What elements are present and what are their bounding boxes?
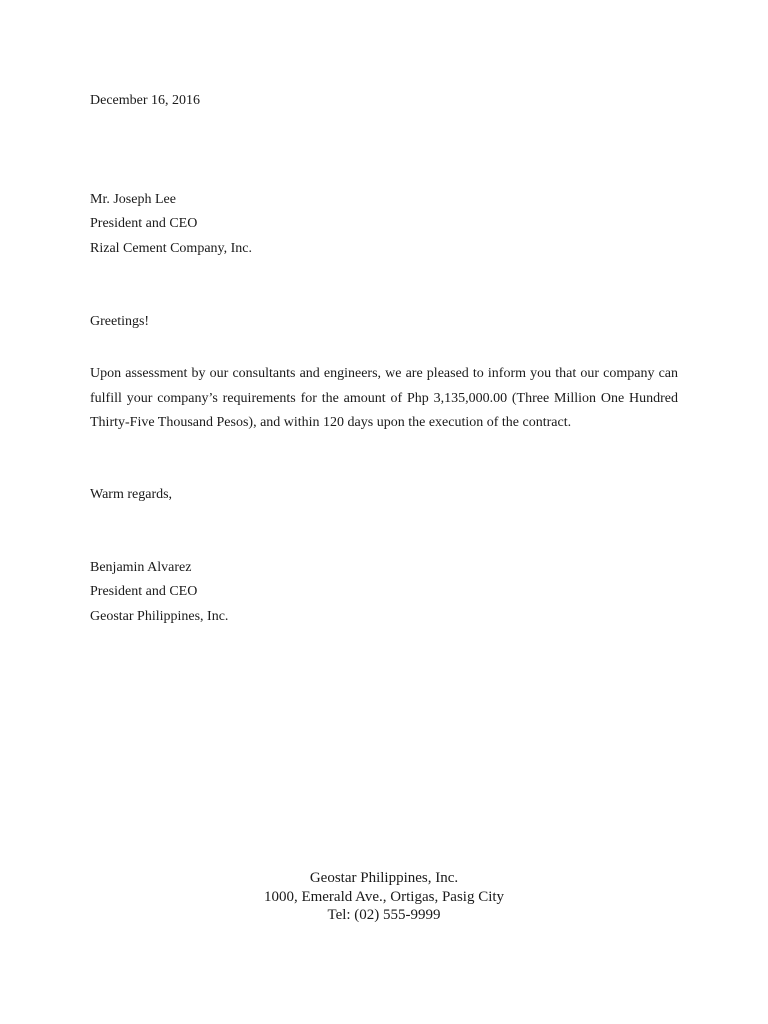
sender-title: President and CEO [90, 584, 198, 599]
footer-tel: Tel: (02) 555-9999 [327, 907, 441, 923]
body-line: fulfill your company’s requirements for the amount of Php 3,135,000.00 (Three Million One Hundred [90, 390, 678, 406]
recipient-name: Mr. Joseph Lee [90, 192, 176, 207]
recipient-company: Rizal Cement Company, Inc. [90, 241, 252, 256]
letterhead-footer [0, 869, 768, 925]
body-paragraph [90, 362, 678, 436]
closing: Warm regards, [90, 487, 173, 502]
sender-company: Geostar Philippines, Inc. [90, 609, 229, 624]
footer-company: Geostar Philippines, Inc. [309, 870, 459, 886]
greeting: Greetings! [90, 314, 150, 329]
sender-name: Benjamin Alvarez [90, 560, 192, 575]
footer-address: 1000, Emerald Ave., Ortigas, Pasig City [263, 888, 505, 905]
body-line: Thirty-Five Thousand Pesos), and within 120 days upon the execution of the contract. [90, 415, 572, 430]
recipient-title: President and CEO [90, 216, 198, 231]
letter-date: December 16, 2016 [90, 93, 201, 108]
body-line: Upon assessment by our consultants and engineers, we are pleased to inform you that our company can [90, 366, 678, 381]
